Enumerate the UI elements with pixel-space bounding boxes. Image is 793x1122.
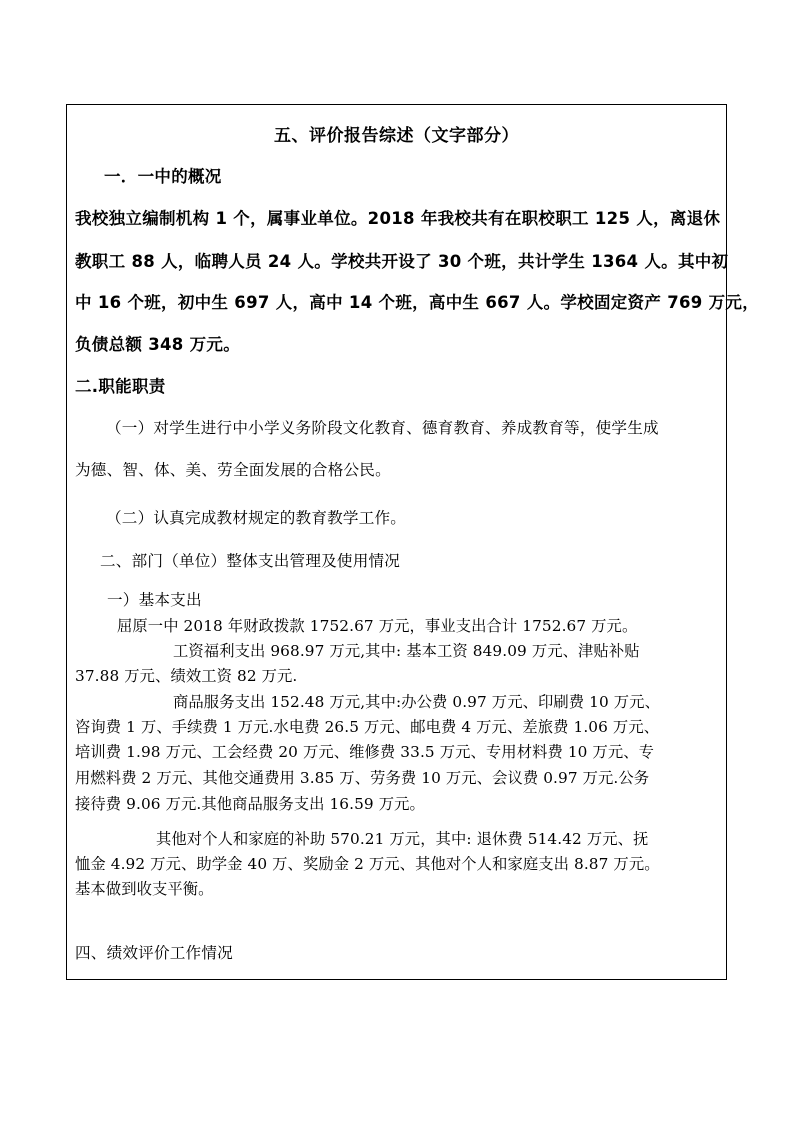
goods-line-4: 用燃料费 2 万元、其他交通费用 3.85 万、劳务费 10 万元、会议费 0.97 万元.公务 <box>75 769 650 787</box>
salary-line-2: 37.88 万元、绩效工资 82 万元. <box>75 667 298 685</box>
section3-subheading: 一）基本支出 <box>107 591 202 609</box>
goods-line-1: 商品服务支出 152.48 万元,其中:办公费 0.97 万元、印刷费 10 万元、 <box>173 693 660 711</box>
section4-heading: 四、绩效评价工作情况 <box>75 944 233 962</box>
section1-line-1: 我校独立编制机构 1 个，属事业单位。2018 年我校共有在职校职工 125 人，离退休 <box>75 209 721 228</box>
section1-line-2: 教职工 88 人，临聘人员 24 人。学校共开设了 30 个班，共计学生 1364 人。其中初 <box>75 252 729 271</box>
section3-heading: 二、部门（单位）整体支出管理及使用情况 <box>100 552 401 570</box>
goods-line-5: 接待费 9.06 万元.其他商品服务支出 16.59 万元。 <box>75 795 425 813</box>
salary-line-1: 工资福利支出 968.97 万元,其中: 基本工资 849.09 万元、津贴补贴 <box>173 642 640 660</box>
subsidy-line-2: 恤金 4.92 万元、助学金 40 万、奖励金 2 万元、其他对个人和家庭支出 8.87 万元。 <box>75 855 660 873</box>
section2-item2: （二）认真完成教材规定的教育教学工作。 <box>106 509 407 527</box>
section1-line-4: 负债总额 348 万元。 <box>75 335 241 354</box>
section2-heading: 二.职能职责 <box>75 377 166 396</box>
section1-line-3: 中 16 个班，初中生 697 人，高中 14 个班，高中生 667 人。学校固定资产 769 万元， <box>75 293 759 312</box>
report-title: 五、评价报告综述（文字部分） <box>274 126 519 146</box>
goods-line-2: 咨询费 1 万、手续费 1 万元.水电费 26.5 万元、邮电费 4 万元、差旅费 1.06 万元、 <box>75 718 660 736</box>
subsidy-line-1: 其他对个人和家庭的补助 570.21 万元，其中: 退休费 514.42 万元、抚 <box>156 830 649 848</box>
goods-line-3: 培训费 1.98 万元、工会经费 20 万元、维修费 33.5 万元、专用材料费 10 万元、专 <box>75 743 655 761</box>
section3-intro: 屈原一中 2018 年财政拨款 1752.67 万元，事业支出合计 1752.67 万元。 <box>117 617 638 635</box>
section2-item1-line-1: （一）对学生进行中小学义务阶段文化教育、德育教育、养成教育等，使学生成 <box>106 419 659 437</box>
section2-item1-line-2: 为德、智、体、美、劳全面发展的合格公民。 <box>75 461 391 479</box>
section1-heading: 一．一中的概况 <box>104 167 222 186</box>
subsidy-line-3: 基本做到收支平衡。 <box>75 880 214 898</box>
